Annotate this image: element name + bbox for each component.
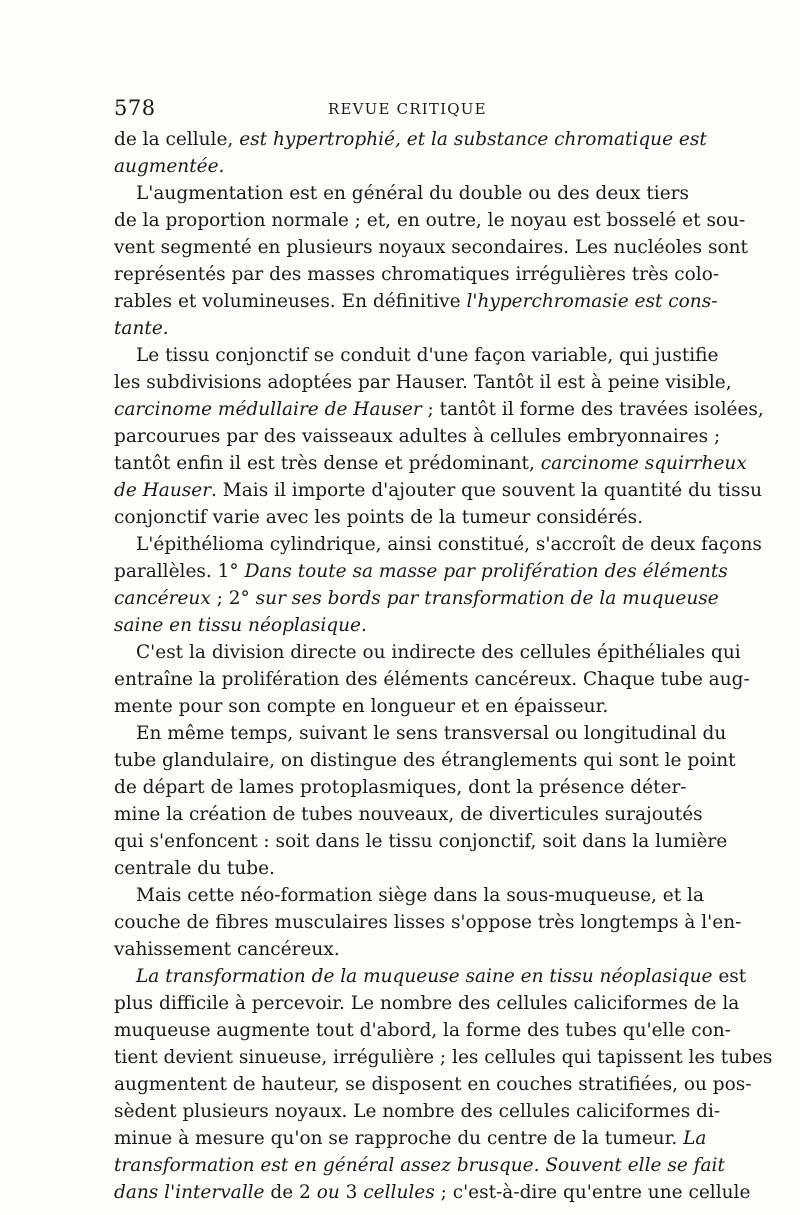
italic-text: l'hyperchromasie est cons-: [466, 291, 718, 312]
text-line: [114, 315, 686, 342]
text-line: minue à mesure qu'on se rapproche du centre de la tumeur. La: [114, 1128, 707, 1149]
text-line: tube glandulaire, on distingue des étranglements qui sont le point: [114, 750, 736, 771]
italic-text: sur ses bords par transformation de la muqueuse: [255, 588, 719, 609]
text-line: parcourues par des vaisseaux adultes à cellules embryonnaires ;: [114, 426, 721, 447]
text-line: qui s'enfoncent : soit dans le tissu conjonctif, soit dans la lumière: [114, 831, 728, 852]
text-line: La transformation de la muqueuse saine en tissu néoplasique est: [136, 966, 747, 987]
text-line: vahissement cancéreux.: [114, 939, 340, 960]
italic-text: La transformation de la muqueuse saine en tissu néoplasique: [136, 966, 713, 987]
italic-text: La: [683, 1128, 707, 1149]
text-line: conjonctif varie avec les points de la tumeur considérés.: [114, 507, 644, 528]
text-line: plus difficile à percevoir. Le nombre des cellules caliciformes de la: [114, 993, 740, 1014]
text-line: vent segmenté en plusieurs noyaux secondaires. Les nucléoles sont: [114, 237, 748, 258]
text-line: mente pour son compte en longueur et en épaisseur.: [114, 696, 609, 717]
text-line: couche de fibres musculaires lisses s'oppose très longtemps à l'en-: [114, 912, 742, 933]
italic-text: est hypertrophié, et la substance chromatique est: [239, 129, 707, 150]
italic-text: cancéreux: [114, 588, 211, 609]
text-line: les subdivisions adoptées par Hauser. Tantôt il est à peine visible,: [114, 372, 732, 393]
italic-text: saine en tissu néoplasique.: [114, 615, 367, 636]
text-line: tient devient sinueuse, irrégulière ; les cellules qui tapissent les tubes: [114, 1047, 773, 1068]
italic-text: tante.: [114, 318, 169, 339]
text-line: entraîne la prolifération des éléments cancéreux. Chaque tube aug-: [114, 669, 750, 690]
text-line: muqueuse augmente tout d'abord, la forme des tubes qu'elle con-: [114, 1020, 731, 1041]
text-line: cancéreux ; 2° sur ses bords par transformation de la muqueuse: [114, 588, 719, 609]
text-line: de la cellule, est hypertrophié, et la substance chromatique est: [114, 129, 707, 150]
italic-text: dans l'intervalle: [114, 1182, 265, 1203]
text-line: centrale du tube.: [114, 858, 275, 879]
italic-text: Dans toute sa masse par prolifération des éléments: [244, 561, 728, 582]
text-line: Le tissu conjonctif se conduit d'une façon variable, qui justifie: [136, 345, 719, 366]
text-line: mine la création de tubes nouveaux, de diverticules surajoutés: [114, 804, 703, 825]
text-line: de départ de lames protoplasmiques, dont la présence déter-: [114, 777, 687, 798]
page-number: 578: [114, 96, 156, 120]
text-line: dans l'intervalle de 2 ou 3 cellules ; c'est-à-dire qu'entre une cellule: [114, 1182, 751, 1203]
italic-text: de Hauser: [114, 480, 212, 501]
body-text: [114, 126, 773, 1206]
text-line: tantôt enfin il est très dense et prédominant, carcinome squirrheux: [114, 453, 747, 474]
italic-text: ou: [316, 1182, 340, 1203]
running-head: REVUE CRITIQUE: [328, 100, 487, 118]
text-line: [114, 1152, 725, 1179]
text-line: L'augmentation est en général du double ou des deux tiers: [136, 183, 690, 204]
text-line: Mais cette néo-formation siège dans la sous-muqueuse, et la: [136, 885, 705, 906]
italic-text: augmentée.: [114, 156, 225, 177]
italic-text: transformation est en général assez brusque. Souvent elle se fait: [114, 1155, 725, 1176]
text-line: En même temps, suivant le sens transversal ou longitudinal du: [136, 723, 727, 744]
text-line: représentés par des masses chromatiques irrégulières très colo-: [114, 264, 720, 285]
italic-text: cellules: [363, 1182, 435, 1203]
text-line: de Hauser. Mais il importe d'ajouter que souvent la quantité du tissu: [114, 480, 762, 501]
text-line: augmentent de hauteur, se disposent en couches stratifiées, ou pos-: [114, 1074, 752, 1095]
text-line: carcinome médullaire de Hauser ; tantôt il forme des travées isolées,: [114, 399, 764, 420]
text-line: rables et volumineuses. En définitive l'hyperchromasie est cons-: [114, 291, 718, 312]
italic-text: carcinome médullaire de Hauser: [114, 399, 422, 420]
text-line: de la proportion normale ; et, en outre, le noyau est bosselé et sou-: [114, 210, 746, 231]
text-line: sèdent plusieurs noyaux. Le nombre des cellules caliciformes di-: [114, 1101, 721, 1122]
page-header: [114, 96, 686, 124]
text-line: [114, 612, 686, 639]
text-line: [114, 153, 686, 180]
text-line: C'est la division directe ou indirecte des cellules épithéliales qui: [136, 642, 741, 663]
italic-text: carcinome squirrheux: [540, 453, 747, 474]
text-line: parallèles. 1° Dans toute sa masse par prolifération des éléments: [114, 561, 728, 582]
text-line: L'épithélioma cylindrique, ainsi constitué, s'accroît de deux façons: [136, 534, 762, 555]
